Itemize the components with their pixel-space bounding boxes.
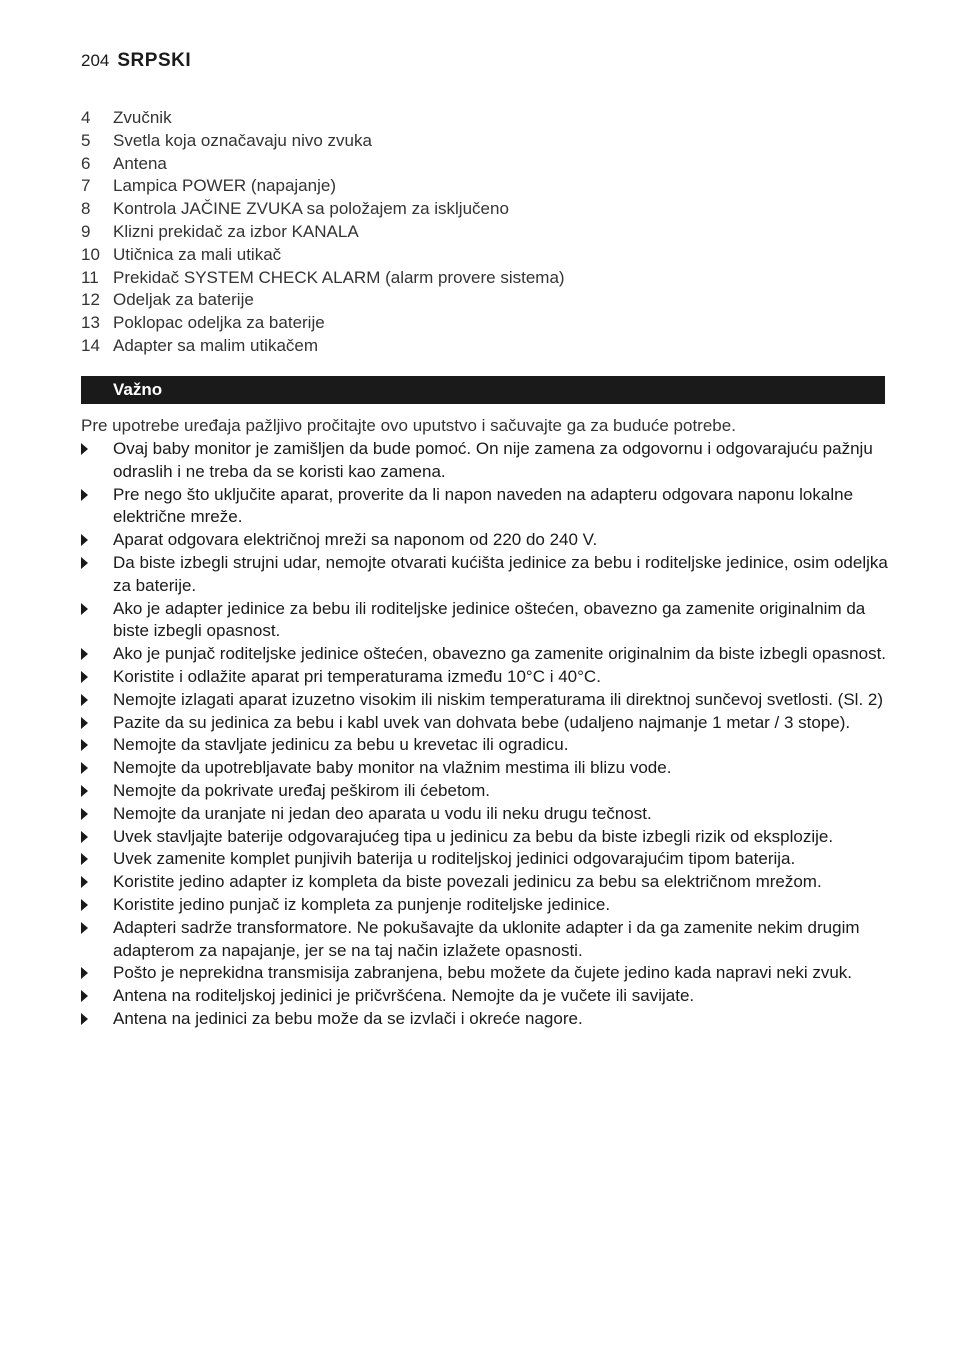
bullet-icon: [81, 489, 88, 501]
warnings-list: [81, 438, 893, 1031]
warning-item: [81, 689, 893, 712]
parts-list: [81, 107, 565, 358]
warning-item: [81, 438, 893, 484]
part-label: Antena: [113, 153, 167, 173]
warning-item: [81, 848, 893, 871]
part-number: 11: [81, 267, 99, 287]
warning-text: Nemojte da upotrebljavate baby monitor na vlažnim mestima ili blizu vode.: [113, 758, 672, 778]
warning-text: Pošto je neprekidna transmisija zabranjena, bebu možete da čujete jedino kada napravi neki zvuk.: [113, 963, 853, 983]
part-number: 8: [81, 199, 91, 219]
warning-text: Ako je adapter jedinice za bebu ili roditeljske jedinice oštećen, obavezno ga zamenite originalnim da biste izbegli opasnost.: [113, 598, 866, 641]
bullet-icon: [81, 922, 88, 934]
warning-text: Ovaj baby monitor je zamišljen da bude pomoć. On nije zamena za odgovornu i odgovarajuću pažnju odraslih i ne treba da se koristi kao zamena.: [113, 439, 873, 481]
warning-item: [81, 757, 893, 780]
list-item: [81, 153, 565, 176]
warning-text: Adapteri sadrže transformatore. Ne pokušavajte da uklonite adapter i da ga zamenite nekim drugim adapterom za napajanje, jer se na taj način izlažete opasnosti.: [113, 917, 860, 960]
warning-text: Antena na roditeljskoj jedinici je pričvršćena. Nemojte da je vučete ili savijate.: [113, 986, 695, 1006]
bullet-icon: [81, 876, 88, 888]
part-number: 14: [81, 335, 100, 355]
warning-item: [81, 826, 893, 849]
part-number: 6: [81, 153, 91, 173]
intro-paragraph: Pre upotrebe uređaja pažljivo pročitajte ovo uputstvo i sačuvajte ga za buduće potrebe.: [81, 416, 736, 435]
part-label: Lampica POWER (napajanje): [113, 176, 336, 196]
warning-item: [81, 985, 893, 1008]
warning-text: Antena na jedinici za bebu može da se izvlači i okreće nagore.: [113, 1008, 583, 1028]
warning-text: Koristite jedino punjač iz kompleta za punjenje roditeljske jedinice.: [113, 894, 611, 914]
warning-item: [81, 803, 893, 826]
list-item: [81, 267, 565, 290]
bullet-icon: [81, 762, 88, 774]
warning-text: Aparat odgovara električnoj mreži sa naponom od 220 do 240 V.: [113, 530, 598, 550]
bullet-icon: [81, 831, 88, 843]
warning-text: Da biste izbegli strujni udar, nemojte otvarati kućišta jedinice za bebu i roditeljske jedinice, osim odeljka za baterije.: [113, 552, 888, 595]
bullet-icon: [81, 648, 88, 660]
section-heading: [81, 376, 885, 404]
warning-text: Nemojte da pokrivate uređaj peškirom ili ćebetom.: [113, 780, 491, 800]
list-item: [81, 198, 565, 221]
bullet-icon: [81, 967, 88, 979]
part-number: 12: [81, 290, 100, 310]
warning-text: Nemojte da uranjate ni jedan deo aparata u vodu ili neku drugu tečnost.: [113, 803, 652, 823]
bullet-icon: [81, 990, 88, 1002]
list-item: [81, 312, 565, 335]
part-label: Adapter sa malim utikačem: [113, 335, 319, 355]
bullet-icon: [81, 534, 88, 546]
part-label: Kontrola JAČINE ZVUKA sa položajem za isključeno: [113, 199, 509, 219]
language-title: SRPSKI: [117, 50, 192, 71]
part-label: Zvučnik: [113, 108, 172, 127]
warning-item: [81, 666, 893, 689]
list-item: [81, 130, 565, 153]
warning-item: [81, 871, 893, 894]
bullet-icon: [81, 808, 88, 820]
warning-item: [81, 643, 893, 666]
bullet-icon: [81, 899, 88, 911]
list-item: [81, 107, 565, 130]
part-label: Klizni prekidač za izbor KANALA: [113, 221, 359, 241]
warning-item: [81, 484, 893, 530]
bullet-icon: [81, 557, 88, 569]
warning-item: [81, 529, 893, 552]
warning-text: Uvek zamenite komplet punjivih baterija u roditeljskoj jedinici odgovarajućim tipom baterija.: [113, 849, 796, 869]
bullet-icon: [81, 1013, 88, 1025]
warning-item: [81, 780, 893, 803]
list-item: [81, 335, 565, 358]
warning-text: Koristite jedino adapter iz kompleta da biste povezali jedinicu za bebu sa električnom mrežom.: [113, 872, 822, 892]
part-number: 13: [81, 313, 100, 333]
warning-item: [81, 734, 893, 757]
part-label: Odeljak za baterije: [113, 290, 254, 310]
warning-item: [81, 712, 893, 735]
warning-item: [81, 962, 893, 985]
warning-text: Koristite i odlažite aparat pri temperaturama između 10°C i 40°C.: [113, 666, 601, 686]
bullet-icon: [81, 717, 88, 729]
part-label: Svetla koja označavaju nivo zvuka: [113, 130, 372, 150]
warning-text: Uvek stavljajte baterije odgovarajućeg tipa u jedinicu za bebu da biste izbegli rizik od eksplozije.: [113, 826, 834, 846]
part-number: 7: [81, 176, 91, 196]
bullet-icon: [81, 671, 88, 683]
list-item: [81, 289, 565, 312]
warning-item: [81, 598, 893, 644]
page-number: 204: [81, 51, 110, 70]
bullet-icon: [81, 785, 88, 797]
list-item: [81, 244, 565, 267]
part-number: 5: [81, 130, 91, 150]
warning-item: [81, 552, 893, 598]
bullet-icon: [81, 443, 88, 455]
bullet-icon: [81, 694, 88, 706]
warning-item: [81, 917, 893, 963]
part-label: Poklopac odeljka za baterije: [113, 313, 325, 333]
page-header: [81, 50, 191, 72]
warning-text: Nemojte da stavljate jedinicu za bebu u krevetac ili ogradicu.: [113, 735, 569, 755]
part-label: Prekidač SYSTEM CHECK ALARM (alarm provere sistema): [113, 267, 565, 287]
section-title: Važno: [113, 380, 163, 399]
list-item: [81, 175, 565, 198]
warning-item: [81, 1008, 893, 1031]
part-number: 4: [81, 108, 91, 127]
bullet-icon: [81, 739, 88, 751]
warning-text: Nemojte izlagati aparat izuzetno visokim ili niskim temperaturama ili direktnoj sunčevoj svetlosti. (Sl. 2): [113, 689, 884, 709]
warning-text: Ako je punjač roditeljske jedinice oštećen, obavezno ga zamenite originalnim da biste izbegli opasnost.: [113, 644, 887, 664]
part-number: 10: [81, 244, 100, 264]
warning-text: Pazite da su jedinica za bebu i kabl uvek van dohvata bebe (udaljeno najmanje 1 metar / 3 stope).: [113, 712, 851, 732]
warning-item: [81, 894, 893, 917]
part-number: 9: [81, 221, 91, 241]
bullet-icon: [81, 853, 88, 865]
list-item: [81, 221, 565, 244]
bullet-icon: [81, 603, 88, 615]
warning-text: Pre nego što uključite aparat, proverite da li napon naveden na adapteru odgovara naponu lokalne električne mreže.: [113, 484, 854, 527]
part-label: Utičnica za mali utikač: [113, 244, 282, 264]
